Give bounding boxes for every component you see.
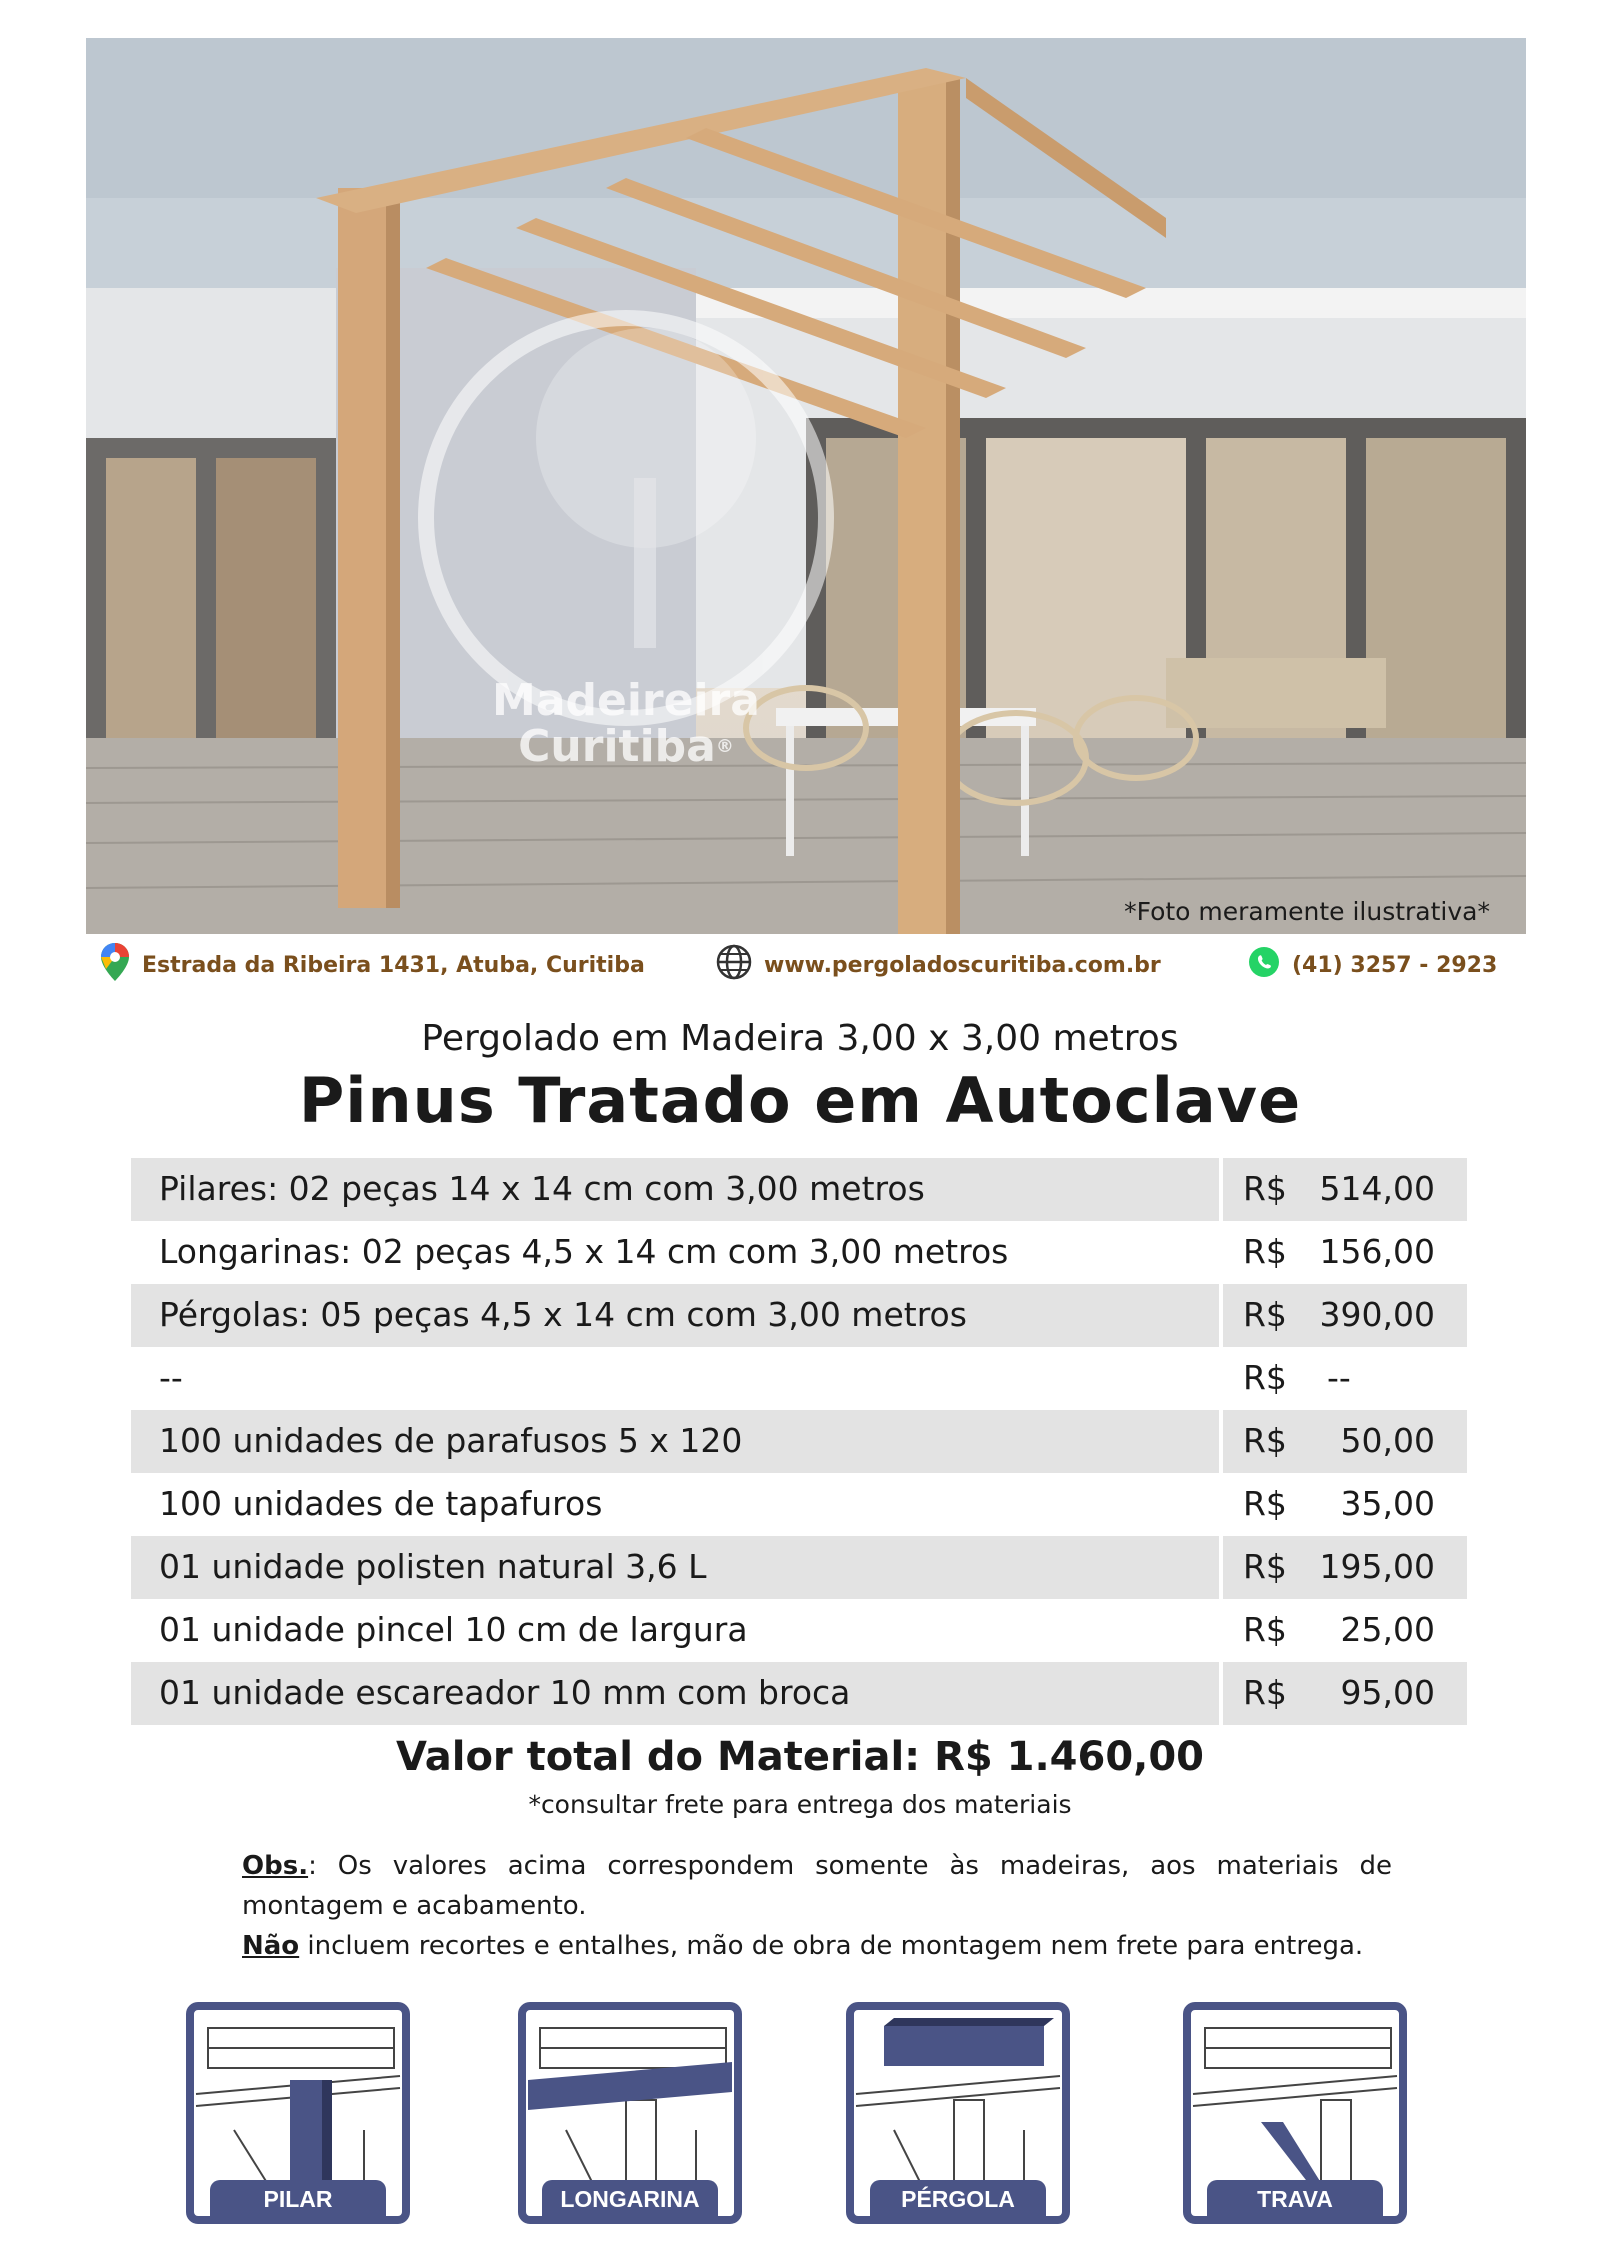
pergola-illustration <box>86 38 1526 934</box>
component-label: PILAR <box>210 2180 386 2218</box>
item-price: 35,00 <box>1340 1484 1435 1523</box>
component-label: PÉRGOLA <box>870 2180 1046 2218</box>
table-row <box>131 1536 1467 1599</box>
item-price: 156,00 <box>1319 1232 1435 1271</box>
component-label: TRAVA <box>1207 2180 1383 2218</box>
item-description: Longarinas: 02 peças 4,5 x 14 cm com 3,00 metros <box>159 1232 1009 1271</box>
currency: R$ <box>1243 1610 1287 1649</box>
table-row <box>131 1599 1467 1662</box>
material-total: Valor total do Material: R$ 1.460,00 <box>395 1734 1205 1780</box>
table-row <box>131 1473 1467 1536</box>
nao-label: Não <box>242 1931 300 1961</box>
price-table <box>131 1158 1467 1725</box>
shipping-note: *consultar frete para entrega dos materiais <box>528 1790 1072 1819</box>
contact-phone[interactable] <box>1248 940 1497 990</box>
website-link[interactable]: www.pergoladoscuritiba.com.br <box>764 952 1161 978</box>
item-price: 390,00 <box>1319 1295 1435 1334</box>
obs-paragraph <box>242 1846 1392 1926</box>
component-card-longarina <box>518 2002 742 2224</box>
item-price-cell <box>1223 1158 1467 1221</box>
table-row <box>131 1347 1467 1410</box>
photo-caption: *Foto meramente ilustrativa* <box>1124 897 1490 926</box>
item-price-cell <box>1223 1347 1467 1410</box>
component-card-trava <box>1183 2002 1407 2224</box>
product-title: Pinus Tratado em Autoclave <box>298 1064 1302 1137</box>
component-card-pergola <box>846 2002 1070 2224</box>
item-description: 100 unidades de tapafuros <box>159 1484 603 1523</box>
watermark-text <box>86 675 1166 772</box>
item-price: 25,00 <box>1340 1610 1435 1649</box>
item-price-cell <box>1223 1284 1467 1347</box>
nao-body: incluem recortes e entalhes, mão de obra de montagem nem frete para entrega. <box>299 1931 1364 1961</box>
map-pin-icon <box>100 942 130 988</box>
item-description: Pilares: 02 peças 14 x 14 cm com 3,00 metros <box>131 1158 1219 1221</box>
table-row <box>131 1284 1467 1347</box>
currency: R$ <box>1243 1547 1287 1586</box>
table-row <box>131 1662 1467 1725</box>
watermark-line1: Madeireira <box>492 675 760 726</box>
component-label: LONGARINA <box>542 2180 718 2218</box>
nao-paragraph <box>242 1926 1392 1966</box>
observation-text <box>242 1846 1392 1966</box>
currency: R$ <box>1243 1169 1287 1208</box>
currency: R$ <box>1243 1232 1287 1271</box>
item-price: -- <box>1326 1358 1351 1397</box>
item-price: 50,00 <box>1340 1421 1435 1460</box>
product-subtitle: Pergolado em Madeira 3,00 x 3,00 metros <box>421 1018 1179 1059</box>
item-price-cell <box>1223 1536 1467 1599</box>
phone-number[interactable]: (41) 3257 - 2923 <box>1292 952 1498 978</box>
watermark-line2: Curitiba® <box>518 721 734 772</box>
currency: R$ <box>1243 1673 1287 1712</box>
hero-photo <box>86 38 1526 934</box>
currency: R$ <box>1243 1295 1287 1334</box>
currency: R$ <box>1243 1421 1287 1460</box>
item-description: 01 unidade escareador 10 mm com broca <box>131 1662 1219 1725</box>
item-price: 95,00 <box>1340 1673 1435 1712</box>
item-description: 01 unidade polisten natural 3,6 L <box>131 1536 1219 1599</box>
item-price-cell <box>1223 1599 1467 1662</box>
table-row <box>131 1158 1467 1221</box>
item-description: 100 unidades de parafusos 5 x 120 <box>131 1410 1219 1473</box>
component-card-pilar <box>186 2002 410 2224</box>
item-price-cell <box>1223 1473 1467 1536</box>
item-price: 514,00 <box>1319 1169 1435 1208</box>
item-description: Pérgolas: 05 peças 4,5 x 14 cm com 3,00 metros <box>131 1284 1219 1347</box>
item-description: -- <box>159 1358 183 1397</box>
whatsapp-icon <box>1248 946 1280 984</box>
address-text: Estrada da Ribeira 1431, Atuba, Curitiba <box>142 952 645 978</box>
table-row <box>131 1221 1467 1284</box>
currency: R$ <box>1243 1484 1287 1523</box>
obs-body: : Os valores acima correspondem somente às madeiras, aos materiais de montagem e acabamento. <box>242 1851 1392 1921</box>
item-price-cell <box>1223 1410 1467 1473</box>
item-price: 195,00 <box>1319 1547 1435 1586</box>
contact-website[interactable] <box>716 940 1161 990</box>
table-row <box>131 1410 1467 1473</box>
contact-address <box>100 940 645 990</box>
item-price-cell <box>1223 1221 1467 1284</box>
item-description: 01 unidade pincel 10 cm de largura <box>159 1610 748 1649</box>
obs-label: Obs. <box>242 1851 309 1881</box>
currency: R$ <box>1243 1358 1287 1397</box>
globe-icon <box>716 944 752 986</box>
item-price-cell <box>1223 1662 1467 1725</box>
